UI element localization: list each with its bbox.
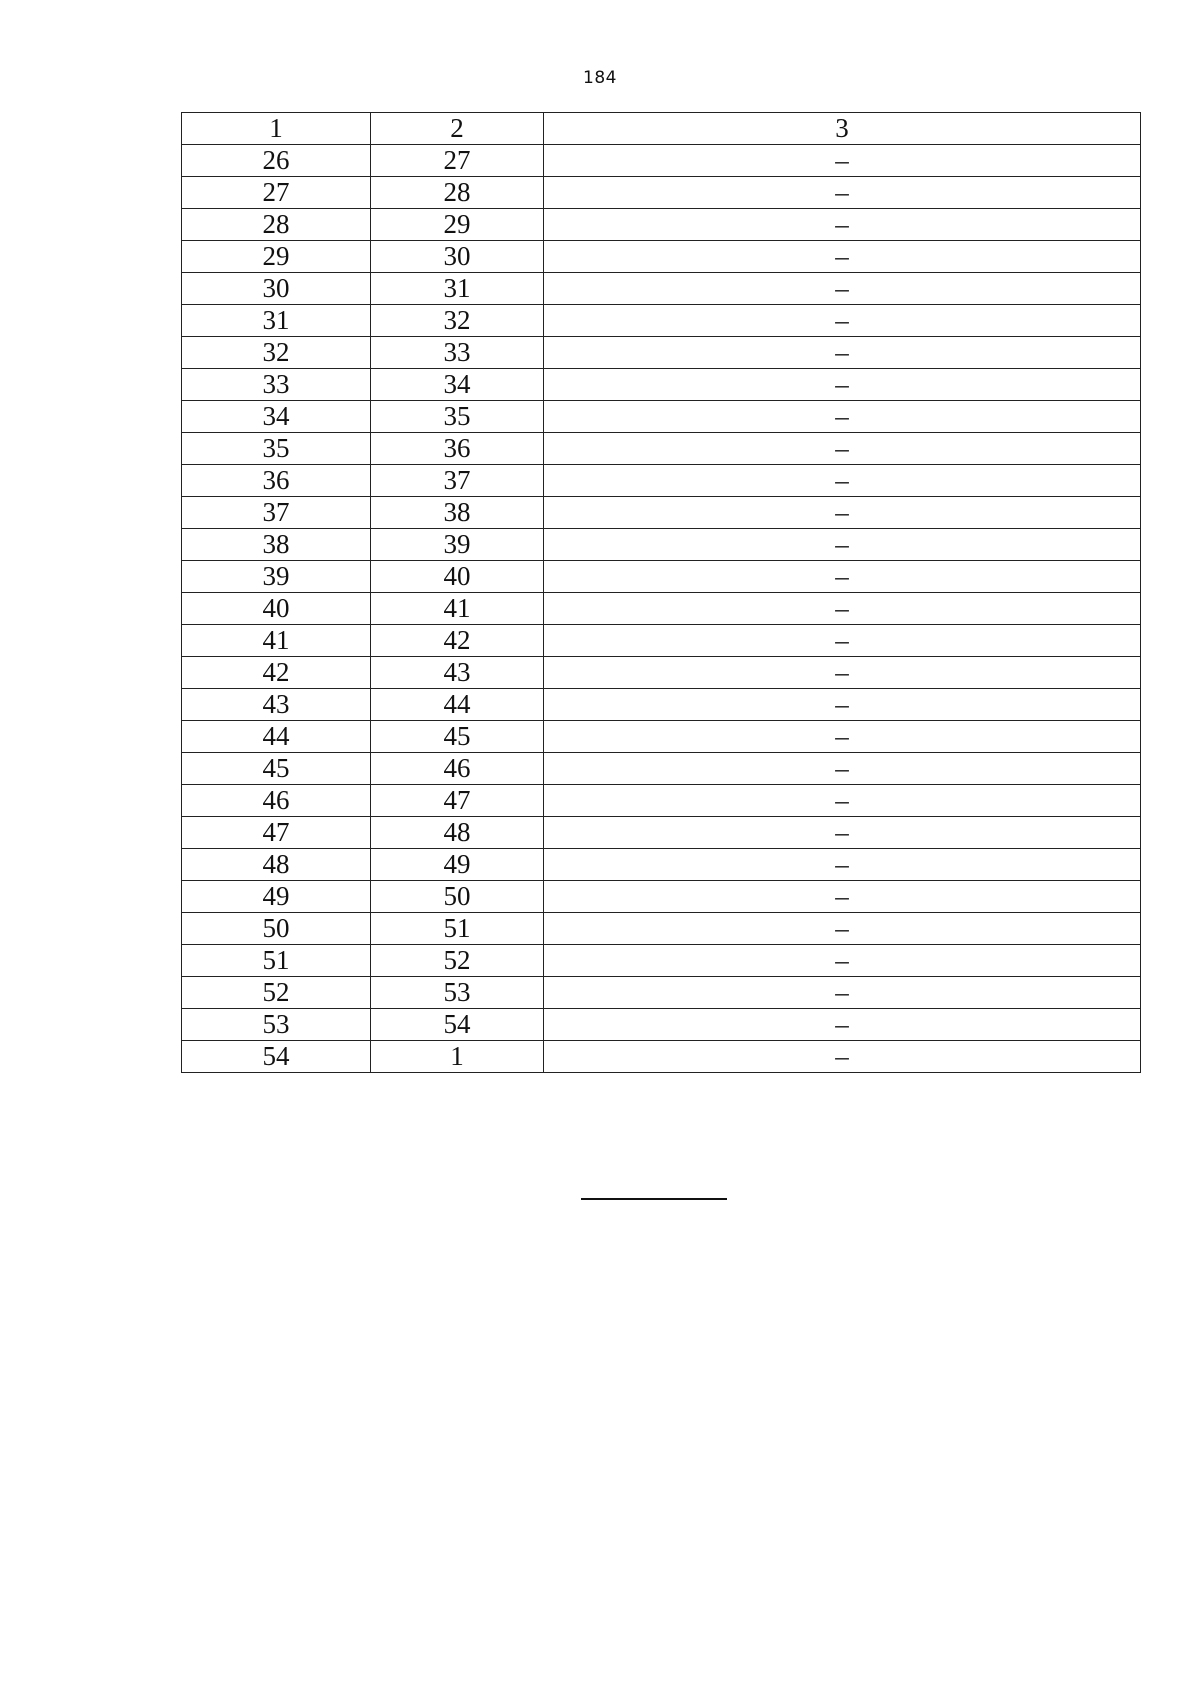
table-row xyxy=(182,433,1141,465)
table-cell-col-2: 43 xyxy=(371,657,544,689)
table-row xyxy=(182,721,1141,753)
page-number: 184 xyxy=(583,68,617,88)
table-cell-col-1: 37 xyxy=(182,497,371,529)
table-row xyxy=(182,305,1141,337)
table-cell-col-2: 52 xyxy=(371,945,544,977)
table-cell-col-1: 39 xyxy=(182,561,371,593)
table-row xyxy=(182,529,1141,561)
table-cell-col-2: 45 xyxy=(371,721,544,753)
table-cell-col-3: – xyxy=(544,689,1141,721)
table-cell-col-1: 34 xyxy=(182,401,371,433)
table-row xyxy=(182,1009,1141,1041)
table-cell-col-1: 29 xyxy=(182,241,371,273)
data-table xyxy=(181,112,1141,1073)
table-row xyxy=(182,1041,1141,1073)
table-row xyxy=(182,593,1141,625)
table-row xyxy=(182,561,1141,593)
table-cell-col-1: 40 xyxy=(182,593,371,625)
table-cell-col-3: – xyxy=(544,529,1141,561)
table-cell-col-2: 49 xyxy=(371,849,544,881)
table-cell-col-2: 37 xyxy=(371,465,544,497)
table-cell-col-3: – xyxy=(544,369,1141,401)
table-cell-col-1: 49 xyxy=(182,881,371,913)
table-cell-col-2: 38 xyxy=(371,497,544,529)
table-cell-col-2: 39 xyxy=(371,529,544,561)
table-row xyxy=(182,465,1141,497)
table-row xyxy=(182,177,1141,209)
table-cell-col-3: – xyxy=(544,337,1141,369)
table-cell-col-3: – xyxy=(544,1009,1141,1041)
table-cell-col-3: – xyxy=(544,785,1141,817)
closing-rule xyxy=(581,1198,727,1200)
table-cell-col-2: 42 xyxy=(371,625,544,657)
table-cell-col-2: 27 xyxy=(371,145,544,177)
table-cell-col-3: – xyxy=(544,401,1141,433)
table-row xyxy=(182,881,1141,913)
table-cell-col-3: – xyxy=(544,209,1141,241)
table-cell-col-2: 53 xyxy=(371,977,544,1009)
table-row xyxy=(182,337,1141,369)
table-row xyxy=(182,209,1141,241)
table-cell-col-1: 27 xyxy=(182,177,371,209)
table-cell-col-2: 50 xyxy=(371,881,544,913)
table-row xyxy=(182,657,1141,689)
table-cell-col-1: 32 xyxy=(182,337,371,369)
table-row xyxy=(182,145,1141,177)
table-cell-col-3: – xyxy=(544,817,1141,849)
table-cell-col-2: 1 xyxy=(371,1041,544,1073)
table-cell-col-2: 51 xyxy=(371,913,544,945)
table-cell-col-1: 28 xyxy=(182,209,371,241)
table-cell-col-1: 42 xyxy=(182,657,371,689)
table-cell-col-1: 47 xyxy=(182,817,371,849)
table-cell-col-2: 48 xyxy=(371,817,544,849)
table-cell-col-3: – xyxy=(544,753,1141,785)
table-cell-col-1: 43 xyxy=(182,689,371,721)
table-cell-col-2: 34 xyxy=(371,369,544,401)
table-cell-col-3: – xyxy=(544,881,1141,913)
table-row xyxy=(182,273,1141,305)
table-cell-col-3: – xyxy=(544,657,1141,689)
table-cell-col-3: – xyxy=(544,849,1141,881)
table-cell-col-3: – xyxy=(544,721,1141,753)
table-cell-col-3: – xyxy=(544,177,1141,209)
header-cell-2: 2 xyxy=(371,113,544,145)
table-cell-col-2: 47 xyxy=(371,785,544,817)
table-cell-col-1: 50 xyxy=(182,913,371,945)
table-cell-col-3: – xyxy=(544,433,1141,465)
table-cell-col-2: 31 xyxy=(371,273,544,305)
table-cell-col-2: 32 xyxy=(371,305,544,337)
table-cell-col-3: – xyxy=(544,977,1141,1009)
table-cell-col-1: 41 xyxy=(182,625,371,657)
table-cell-col-2: 44 xyxy=(371,689,544,721)
table-cell-col-3: – xyxy=(544,305,1141,337)
table-cell-col-2: 30 xyxy=(371,241,544,273)
table-cell-col-1: 48 xyxy=(182,849,371,881)
table-cell-col-3: – xyxy=(544,625,1141,657)
table-row xyxy=(182,625,1141,657)
header-cell-3: 3 xyxy=(544,113,1141,145)
table-cell-col-1: 26 xyxy=(182,145,371,177)
table-row xyxy=(182,497,1141,529)
table-cell-col-2: 40 xyxy=(371,561,544,593)
table-cell-col-3: – xyxy=(544,497,1141,529)
table-cell-col-3: – xyxy=(544,241,1141,273)
table-row xyxy=(182,945,1141,977)
table-cell-col-1: 38 xyxy=(182,529,371,561)
table-row xyxy=(182,369,1141,401)
table-cell-col-1: 53 xyxy=(182,1009,371,1041)
table-cell-col-2: 36 xyxy=(371,433,544,465)
table-row xyxy=(182,977,1141,1009)
table-cell-col-2: 46 xyxy=(371,753,544,785)
header-cell-1: 1 xyxy=(182,113,371,145)
table-cell-col-1: 44 xyxy=(182,721,371,753)
table-cell-col-2: 29 xyxy=(371,209,544,241)
table-cell-col-3: – xyxy=(544,593,1141,625)
table-cell-col-3: – xyxy=(544,1041,1141,1073)
table-row xyxy=(182,241,1141,273)
table-row xyxy=(182,849,1141,881)
table-cell-col-1: 31 xyxy=(182,305,371,337)
table-cell-col-1: 51 xyxy=(182,945,371,977)
table-row xyxy=(182,401,1141,433)
table-cell-col-2: 54 xyxy=(371,1009,544,1041)
table-cell-col-3: – xyxy=(544,273,1141,305)
table-row xyxy=(182,913,1141,945)
table-cell-col-1: 36 xyxy=(182,465,371,497)
table-row xyxy=(182,785,1141,817)
table-header-row xyxy=(182,113,1141,145)
table-cell-col-1: 30 xyxy=(182,273,371,305)
table-cell-col-3: – xyxy=(544,561,1141,593)
table-cell-col-1: 45 xyxy=(182,753,371,785)
table-body xyxy=(182,113,1141,1073)
table-cell-col-3: – xyxy=(544,145,1141,177)
table-cell-col-3: – xyxy=(544,913,1141,945)
table-cell-col-2: 41 xyxy=(371,593,544,625)
table-cell-col-2: 28 xyxy=(371,177,544,209)
table-cell-col-1: 54 xyxy=(182,1041,371,1073)
table-cell-col-3: – xyxy=(544,945,1141,977)
table-cell-col-1: 33 xyxy=(182,369,371,401)
table-row xyxy=(182,753,1141,785)
table-cell-col-3: – xyxy=(544,465,1141,497)
table-cell-col-1: 52 xyxy=(182,977,371,1009)
table-cell-col-1: 46 xyxy=(182,785,371,817)
table-cell-col-2: 33 xyxy=(371,337,544,369)
table-row xyxy=(182,817,1141,849)
table-cell-col-2: 35 xyxy=(371,401,544,433)
table-cell-col-1: 35 xyxy=(182,433,371,465)
table-row xyxy=(182,689,1141,721)
